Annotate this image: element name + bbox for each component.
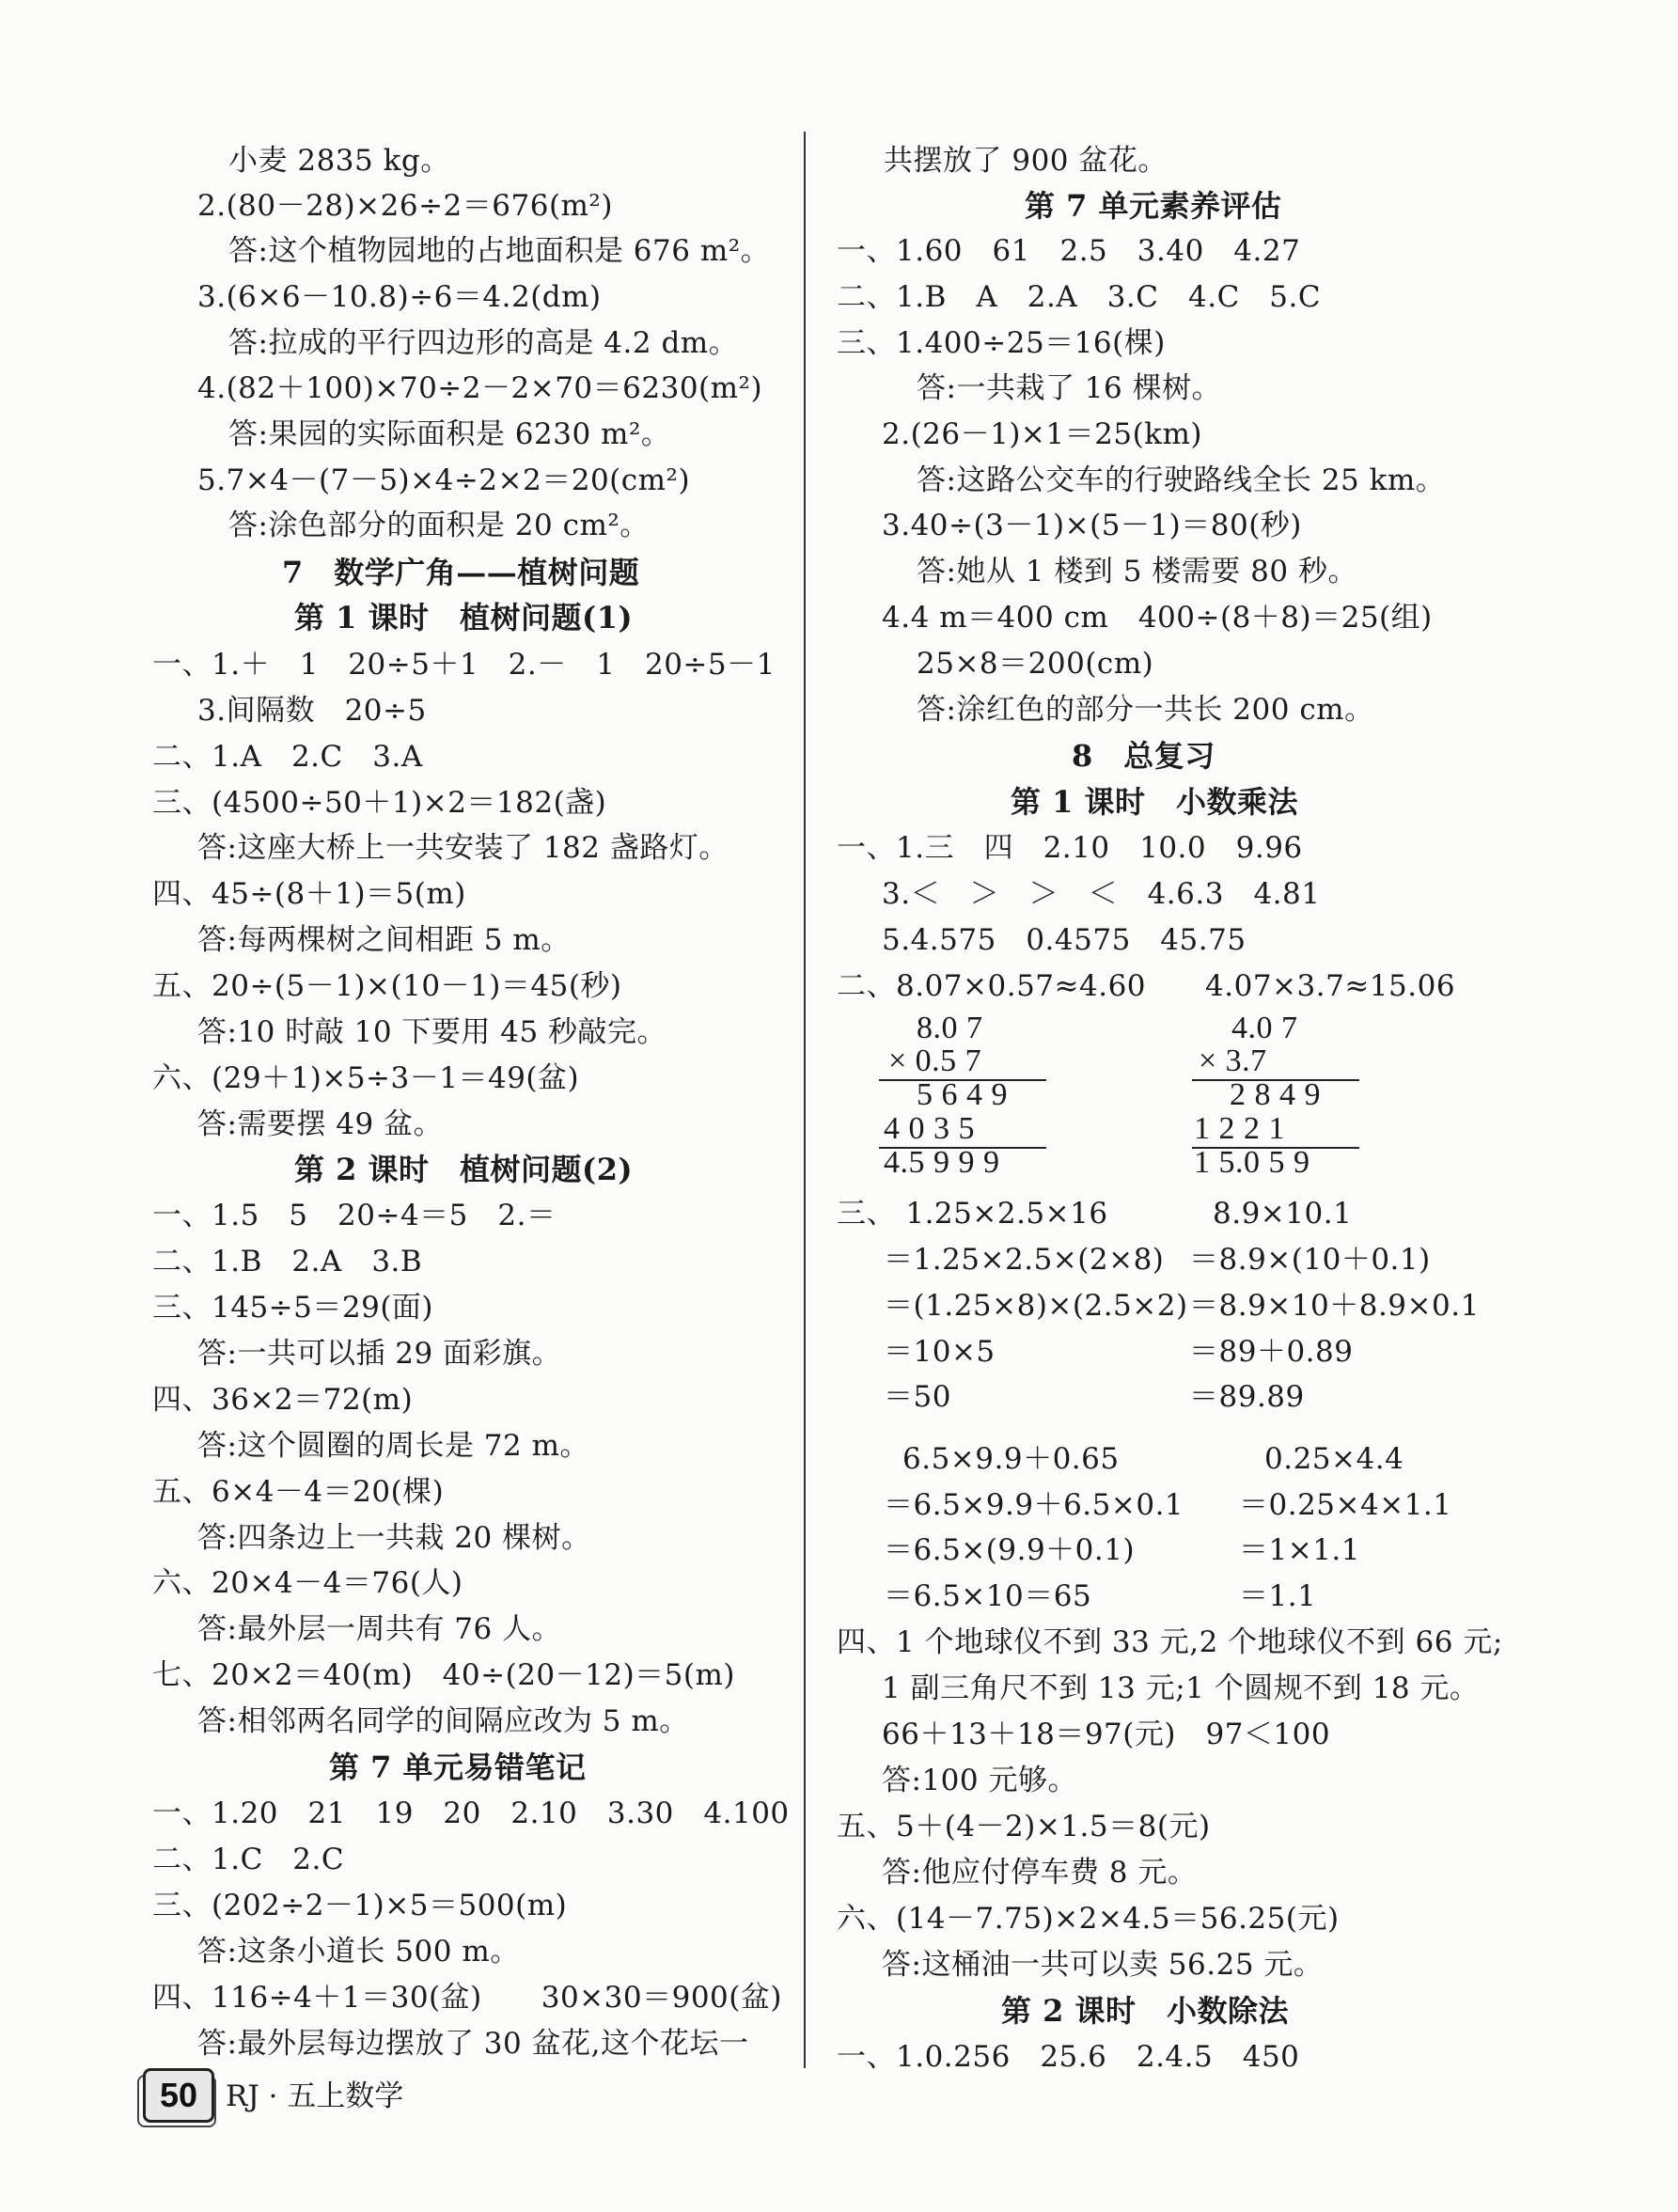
text-line: 答:每两棵树之间相距 5 m。 (197, 923, 571, 957)
text-line: 一、1.＋ 1 20÷5＋1 2.－ 1 20÷5－1 (152, 648, 776, 682)
text-line: 六、(29＋1)×5÷3－1＝49(盆) (152, 1061, 580, 1095)
text-line: 四、45÷(8＋1)＝5(m) (152, 877, 466, 911)
text-line: 七、20×2＝40(m) 40÷(20－12)＝5(m) (152, 1658, 735, 1692)
text-line: 小麦 2835 kg。 (228, 144, 450, 178)
page-number: 50 (143, 2068, 214, 2123)
text-line: ＝89.89 (1189, 1380, 1305, 1414)
text-line: 六、20×4－4＝76(人) (152, 1566, 463, 1600)
book-label: RJ · 五上数学 (226, 2079, 404, 2113)
lesson-title: 第 1 课时 植树问题(1) (294, 600, 634, 635)
text-line: 四、1 个地球仪不到 33 元,2 个地球仪不到 66 元; (837, 1625, 1503, 1659)
text-line: 3.40÷(3－1)×(5－1)＝80(秒) (882, 509, 1302, 542)
text-line: 二、1.B A 2.A 3.C 4.C 5.C (837, 280, 1322, 314)
text-line: ＝1.25×2.5×(2×8) (884, 1243, 1165, 1277)
text-line: ＝8.9×(10＋0.1) (1189, 1243, 1431, 1277)
text-line: 三、 1.25×2.5×16 (837, 1197, 1108, 1231)
text-line: 答:最外层每边摆放了 30 盆花,这个花坛一 (197, 2027, 749, 2061)
text-line: ＝50 (884, 1380, 951, 1414)
text-line: 一、1.5 5 20÷4＝5 2.＝ (152, 1199, 557, 1232)
text-line: 答:果园的实际面积是 6230 m²。 (228, 417, 671, 451)
text-line: 5.7×4－(7－5)×4÷2×2＝20(cm²) (197, 463, 691, 497)
text-line: ＝8.9×10＋8.9×0.1 (1189, 1289, 1480, 1323)
text-line: 25×8＝200(cm) (917, 647, 1154, 681)
text-line: 答:一共可以插 29 面彩旗。 (197, 1337, 562, 1371)
text-line: 6.5×9.9＋0.65 (902, 1442, 1120, 1476)
calc-row: 8.0 7 (917, 1011, 983, 1045)
text-line: 三、145÷5＝29(面) (152, 1291, 434, 1325)
calc-row: 4.5 9 9 9 (884, 1145, 1000, 1180)
text-line: 二、8.07×0.57≈4.60 4.07×3.7≈15.06 (837, 969, 1456, 1003)
column-divider (804, 132, 806, 2068)
calc-row: 1 5.0 5 9 (1194, 1145, 1310, 1180)
text-line: 答:这个圆圈的周长是 72 m。 (197, 1429, 589, 1463)
text-line: 二、1.B 2.A 3.B (152, 1245, 423, 1279)
text-line: ＝6.5×10＝65 (884, 1579, 1092, 1613)
text-line: 四、36×2＝72(m) (152, 1383, 414, 1417)
text-line: 六、(14－7.75)×2×4.5＝56.25(元) (837, 1902, 1340, 1936)
text-line: 答:100 元够。 (882, 1764, 1077, 1797)
text-line: 3.间隔数 20÷5 (197, 694, 427, 728)
text-line: 答:这路公交车的行驶路线全长 25 km。 (917, 463, 1446, 497)
text-line: ＝1×1.1 (1239, 1533, 1360, 1567)
calc-row: 5 6 4 9 (917, 1077, 1008, 1112)
text-line: 五、5＋(4－2)×1.5＝8(元) (837, 1810, 1211, 1843)
text-line: 一、1.0.256 25.6 2.4.5 450 (837, 2040, 1300, 2074)
section-title: 第 7 单元易错笔记 (329, 1749, 587, 1785)
text-line: ＝0.25×4×1.1 (1239, 1488, 1452, 1522)
text-line: 1 副三角尺不到 13 元;1 个圆规不到 18 元。 (882, 1671, 1480, 1705)
calc-row: 4 0 3 5 (884, 1111, 975, 1146)
calc-row: 1 2 2 1 (1194, 1111, 1285, 1146)
text-line: 一、1.20 21 19 20 2.10 3.30 4.100 (152, 1796, 790, 1830)
text-line: 3.(6×6－10.8)÷6＝4.2(dm) (197, 280, 602, 314)
text-line: 答:拉成的平行四边形的高是 4.2 dm。 (228, 326, 739, 360)
text-line: 共摆放了 900 盆花。 (884, 144, 1168, 178)
text-line: 答:需要摆 49 盆。 (197, 1107, 444, 1141)
text-line: 一、1.60 61 2.5 3.40 4.27 (837, 234, 1301, 268)
text-line: 五、6×4－4＝20(棵) (152, 1475, 445, 1509)
text-line: 四、116÷4＋1＝30(盆) 30×30＝900(盆) (152, 1981, 782, 2015)
text-line: 0.25×4.4 (1264, 1442, 1404, 1476)
text-line: 三、1.400÷25＝16(棵) (837, 326, 1166, 360)
text-line: 答:最外层一周共有 76 人。 (197, 1612, 562, 1646)
text-line: 4.(82＋100)×70÷2－2×70＝6230(m²) (197, 371, 763, 405)
text-line: 二、1.C 2.C (152, 1843, 345, 1876)
text-line: ＝(1.25×8)×(2.5×2) (884, 1289, 1188, 1323)
text-line: 答:一共栽了 16 棵树。 (917, 371, 1222, 405)
text-line: 答:四条边上一共栽 20 棵树。 (197, 1521, 591, 1555)
text-line: 答:他应付停车费 8 元。 (882, 1856, 1198, 1890)
text-line: 答:这条小道长 500 m。 (197, 1935, 520, 1969)
lesson-title: 第 2 课时 小数除法 (1001, 1993, 1290, 2029)
section-title: 7 数学广角——植树问题 (282, 555, 640, 590)
text-line: 4.4 m＝400 cm 400÷(8＋8)＝25(组) (882, 601, 1433, 635)
text-line: 三、(4500÷50＋1)×2＝182(盏) (152, 786, 607, 820)
lesson-title: 第 2 课时 植树问题(2) (294, 1152, 634, 1187)
text-line: 2.(80－28)×26÷2＝676(m²) (197, 189, 613, 223)
lesson-title: 第 1 课时 小数乘法 (1011, 784, 1299, 820)
text-line: 二、1.A 2.C 3.A (152, 740, 423, 774)
text-line: ＝6.5×9.9＋6.5×0.1 (884, 1488, 1184, 1522)
text-line: 答:这桶油一共可以卖 56.25 元。 (882, 1948, 1324, 1982)
calc-row: × 0.5 7 (888, 1043, 982, 1078)
calc-row: 2 8 4 9 (1230, 1077, 1321, 1112)
text-line: 答:这个植物园地的占地面积是 676 m²。 (228, 234, 771, 268)
text-line: 答:10 时敲 10 下要用 45 秒敲完。 (197, 1015, 667, 1049)
text-line: 8.9×10.1 (1213, 1197, 1353, 1231)
text-line: 2.(26－1)×1＝25(km) (882, 417, 1202, 451)
text-line: 一、1.三 四 2.10 10.0 9.96 (837, 831, 1303, 865)
text-line: 答:她从 1 楼到 5 楼需要 80 秒。 (917, 555, 1357, 588)
text-line: 答:这座大桥上一共安装了 182 盏路灯。 (197, 831, 729, 865)
text-line: 答:涂色部分的面积是 20 cm²。 (228, 509, 650, 542)
text-line: ＝6.5×(9.9＋0.1) (884, 1533, 1136, 1567)
text-line: 三、(202÷2－1)×5＝500(m) (152, 1889, 568, 1922)
text-line: 答:涂红色的部分一共长 200 cm。 (917, 693, 1374, 727)
text-line: 3.＜ ＞ ＞ ＜ 4.6.3 4.81 (882, 877, 1321, 911)
calc-row: × 3.7 (1199, 1043, 1267, 1078)
text-line: 5.4.575 0.4575 45.75 (882, 923, 1247, 957)
calc-row: 4.0 7 (1231, 1011, 1298, 1045)
text-line: ＝1.1 (1239, 1579, 1317, 1613)
section-title: 第 7 单元素养评估 (1025, 188, 1282, 224)
text-line: ＝10×5 (884, 1335, 996, 1369)
text-line: 答:相邻两名同学的间隔应改为 5 m。 (197, 1704, 689, 1738)
text-line: 66＋13＋18＝97(元) 97＜100 (882, 1718, 1331, 1751)
text-line: 五、20÷(5－1)×(10－1)＝45(秒) (152, 969, 622, 1003)
text-line: ＝89＋0.89 (1189, 1335, 1354, 1369)
section-title: 8 总复习 (1072, 738, 1215, 774)
